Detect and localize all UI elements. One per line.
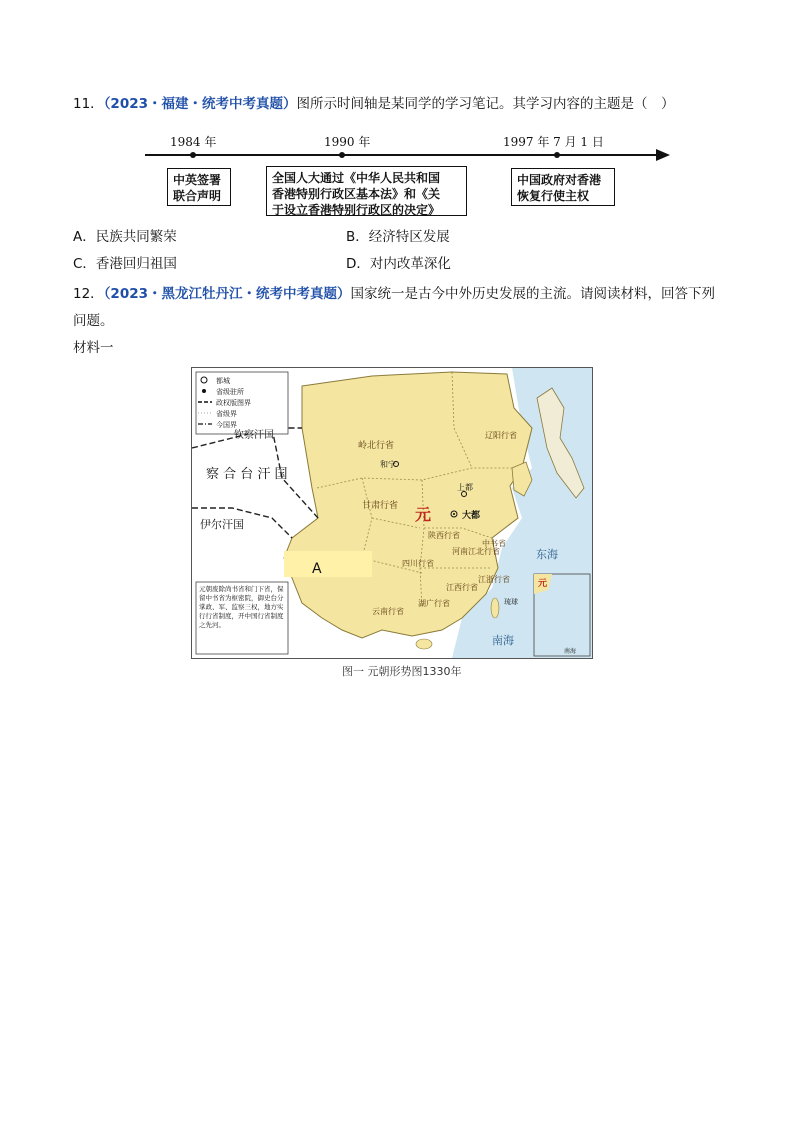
q12-source: （2023・黑龙江牡丹江・统考中考真题） <box>103 286 351 302</box>
timeline-date: 1984 年 <box>170 135 217 149</box>
label-inset-nanhai: 南海 <box>564 648 577 655</box>
q12-number: 12． <box>73 286 104 302</box>
label-liuqiu: 琉球 <box>504 598 518 606</box>
label-henan: 河南江北行省 <box>452 547 500 556</box>
material-label: 材料一 <box>73 340 114 356</box>
label-nan-hai: 南海 <box>492 634 514 647</box>
label-jiangzhe: 江浙行省 <box>478 575 510 584</box>
label-liaoyang: 辽阳行省 <box>485 431 517 440</box>
option-a: A．民族共同繁荣 <box>73 229 177 245</box>
legend-label: 省级界 <box>216 410 237 418</box>
highlight-band <box>284 551 372 577</box>
q11-line <box>73 94 675 114</box>
label-huguang: 湖广行省 <box>418 599 450 608</box>
option-d: D．对内改革深化 <box>346 256 451 272</box>
capital-marker-dot <box>453 513 455 515</box>
taiwan <box>491 598 499 618</box>
map-caption: 图一 元朝形势图1330年 <box>342 665 462 678</box>
timeline-event-box: 全国人大通过《中华人民共和国 香港特别行政区基本法》和《关 于设立香港特别行政区的决定》 <box>266 166 467 216</box>
q12-line <box>73 284 715 304</box>
q11-stem: 图所示时间轴是某同学的学习笔记。其学习内容的主题是（ ） <box>296 96 675 112</box>
timeline-axis <box>145 154 660 156</box>
timeline-dot <box>554 152 560 158</box>
label-dadu: 大都 <box>462 511 481 521</box>
legend-seat-icon <box>202 389 206 393</box>
label-a-marker: A <box>312 561 322 577</box>
label-dong-hai: 东海 <box>536 548 558 561</box>
option-b: B．经济特区发展 <box>346 229 450 245</box>
label-shangdu: 上都 <box>457 483 473 492</box>
label-sichuan: 四川行省 <box>402 559 434 568</box>
legend-label: 今国界 <box>216 421 237 429</box>
timeline-arrow-icon <box>656 149 670 161</box>
label-ilkhan: 伊尔汗国 <box>200 518 244 531</box>
q11-source: （2023・福建・统考中考真题） <box>103 96 297 112</box>
option-c: C．香港回归祖国 <box>73 256 177 272</box>
timeline-dot <box>339 152 345 158</box>
legend-label: 省级驻所 <box>216 388 244 396</box>
label-kipchak: 钦察汗国 <box>234 430 274 441</box>
q12-stem-line2: 问题。 <box>73 313 114 329</box>
timeline-date: 1997 年 7 月 1 日 <box>503 135 604 149</box>
legend-label: 政权版图界 <box>216 399 251 407</box>
label-zhongshu: 中书省 <box>482 539 506 548</box>
label-shaanxi: 陕西行省 <box>428 531 460 540</box>
label-gansu: 甘肃行省 <box>362 501 399 511</box>
label-helin: 和宁 <box>380 460 396 469</box>
yuan-map-svg <box>192 368 592 658</box>
timeline-event-box: 中国政府对香港 恢复行使主权 <box>511 168 615 206</box>
label-lingbei: 岭北行省 <box>358 441 395 451</box>
label-chagatai: 察 合 台 汗 国 <box>206 467 288 482</box>
label-yuan: 元 <box>415 505 432 524</box>
label-jiangxi: 江西行省 <box>446 583 478 592</box>
label-yunnan: 云南行省 <box>372 607 404 616</box>
label-inset-yuan: 元 <box>538 579 548 589</box>
legend-label: 都城 <box>216 377 230 385</box>
timeline-event-box: 中英签署 联合声明 <box>167 168 231 206</box>
q12-stem: 国家统一是古今中外历史发展的主流。请阅读材料，回答下列 <box>350 286 716 302</box>
map-note: 元朝废除尚书省和门下省，保留中书省为枢密院，御史台分掌政、军、监察三权，地方实行行省制度，开中国行省制度之先河。 <box>199 585 284 629</box>
yuan-map <box>191 367 593 659</box>
timeline-dot <box>190 152 196 158</box>
hainan <box>416 639 432 649</box>
q11-number: 11． <box>73 96 104 112</box>
timeline-date: 1990 年 <box>324 135 371 149</box>
